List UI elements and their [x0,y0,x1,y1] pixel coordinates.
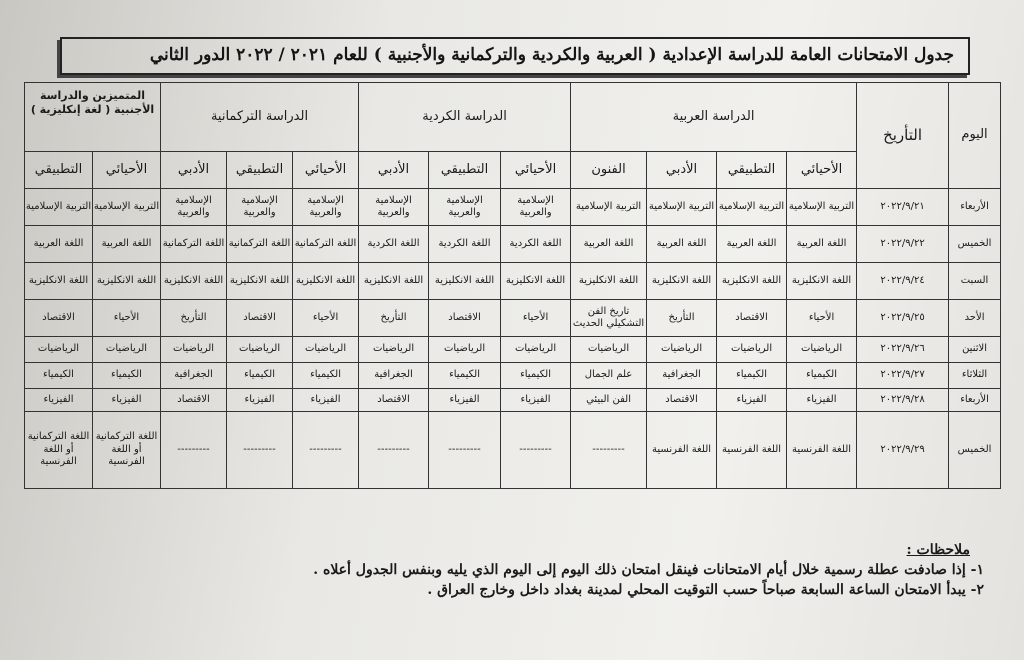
subject-cell: الكيمياء [717,363,787,389]
subject-cell: اللغة الانكليزية [293,263,359,300]
row-day: الاثنين [949,337,1001,363]
subject-cell: التربية الإسلامية [647,189,717,226]
subject-cell: الفيزياء [25,389,93,412]
subject-cell: اللغة العربية [787,226,857,263]
subject-cell: اللغة الانكليزية [647,263,717,300]
subject-cell: الرياضيات [787,337,857,363]
subject-cell: --------- [161,412,227,489]
subject-cell: الفن البيئي [571,389,647,412]
subject-cell: الاقتصاد [429,300,501,337]
subject-cell: الرياضيات [647,337,717,363]
table-row [25,389,1001,412]
header-branch: الأحيائي [293,152,359,189]
subject-cell: الأحياء [293,300,359,337]
subject-cell: الجغرافية [359,363,429,389]
subject-cell: التربية الإسلامية [25,189,93,226]
subject-cell: الإسلامية والعربية [359,189,429,226]
header-branch: التطبيقي [429,152,501,189]
subject-cell: الرياضيات [571,337,647,363]
subject-cell: اللغة الانكليزية [501,263,571,300]
subject-cell: الرياضيات [161,337,227,363]
subject-cell: الرياضيات [25,337,93,363]
subject-cell: --------- [429,412,501,489]
subject-cell: الرياضيات [501,337,571,363]
row-day: الخميس [949,226,1001,263]
note-item: ١- إذا صادفت عطلة رسمية خلال أيام الامتحانات فينقل امتحان ذلك اليوم إلى اليوم الذي يليه وبنفس الجدول أعلاه . [313,562,984,578]
subject-cell: الاقتصاد [227,300,293,337]
header-branch: التطبيقي [717,152,787,189]
subject-cell: اللغة العربية [571,226,647,263]
subject-cell: الاقتصاد [161,389,227,412]
subject-cell: الفيزياء [429,389,501,412]
subject-cell: --------- [571,412,647,489]
subject-cell: --------- [293,412,359,489]
subject-cell: الإسلامية والعربية [227,189,293,226]
subject-cell: اللغة الانكليزية [429,263,501,300]
header-branch: الفنون [571,152,647,189]
subject-cell: التأريخ [161,300,227,337]
table-row [25,226,1001,263]
table-row [25,363,1001,389]
row-date: ٢٠٢٢/٩/٢٥ [857,300,949,337]
subject-cell: اللغة العربية [647,226,717,263]
subject-cell: الاقتصاد [717,300,787,337]
subject-cell: الإسلامية والعربية [501,189,571,226]
header-branch: الأحيائي [93,152,161,189]
subject-cell: الفيزياء [717,389,787,412]
subject-cell: التربية الإسلامية [787,189,857,226]
row-date: ٢٠٢٢/٩/٢٢ [857,226,949,263]
header-row-groups [25,83,1001,152]
subject-cell: الكيمياء [293,363,359,389]
subject-cell: الإسلامية والعربية [293,189,359,226]
subject-cell: الرياضيات [93,337,161,363]
subject-cell: --------- [501,412,571,489]
header-group-arabic: الدراسة العربية [571,83,857,152]
subject-cell: التأريخ [647,300,717,337]
subject-cell: الإسلامية والعربية [161,189,227,226]
subject-cell: الأحياء [787,300,857,337]
subject-cell: اللغة الانكليزية [161,263,227,300]
subject-cell: الكيمياء [429,363,501,389]
header-group-kurdish: الدراسة الكردية [359,83,571,152]
row-date: ٢٠٢٢/٩/٢٩ [857,412,949,489]
subject-cell: اللغة التركمانية [161,226,227,263]
row-date: ٢٠٢٢/٩/٢٦ [857,337,949,363]
subject-cell: اللغة العربية [717,226,787,263]
exam-schedule-table [24,82,1001,489]
subject-cell: الأحياء [501,300,571,337]
row-day: الأربعاء [949,389,1001,412]
subject-cell: الجغرافية [161,363,227,389]
subject-cell: تاريخ الفن التشكيلي الحديث [571,300,647,337]
header-branch: الأدبي [359,152,429,189]
row-day: السبت [949,263,1001,300]
subject-cell: اللغة العربية [93,226,161,263]
subject-cell: الفيزياء [501,389,571,412]
subject-cell: --------- [359,412,429,489]
subject-cell: اللغة الانكليزية [787,263,857,300]
row-date: ٢٠٢٢/٩/٢٨ [857,389,949,412]
note-item: ٢- يبدأ الامتحان الساعة السابعة صباحاً حسب التوقيت المحلي لمدينة بغداد داخل وخارج العراق . [427,582,984,598]
header-branch: الأدبي [161,152,227,189]
subject-cell: الكيمياء [501,363,571,389]
exam-schedule-table-wrap [24,82,992,468]
subject-cell: اللغة الكردية [359,226,429,263]
subject-cell: اللغة العربية [25,226,93,263]
subject-cell: الكيمياء [227,363,293,389]
header-row-branches [25,152,1001,189]
row-date: ٢٠٢٢/٩/٢٤ [857,263,949,300]
subject-cell: اللغة الانكليزية [227,263,293,300]
notes-heading: ملاحظات : [906,542,970,558]
subject-cell: اللغة الكردية [501,226,571,263]
subject-cell: الاقتصاد [359,389,429,412]
subject-cell: الكيمياء [787,363,857,389]
table-row [25,189,1001,226]
subject-cell: الكيمياء [93,363,161,389]
subject-cell: الأحياء [93,300,161,337]
table-row [25,263,1001,300]
subject-cell: اللغة التركمانية أو اللغة الفرنسية [93,412,161,489]
header-branch: الأدبي [647,152,717,189]
subject-cell: اللغة الانكليزية [571,263,647,300]
subject-cell: التربية الإسلامية [571,189,647,226]
subject-cell: الاقتصاد [25,300,93,337]
row-date: ٢٠٢٢/٩/٢١ [857,189,949,226]
table-row [25,300,1001,337]
subject-cell: علم الجمال [571,363,647,389]
notes-section [300,542,990,598]
header-branch: التطبيقي [25,152,93,189]
subject-cell: الاقتصاد [647,389,717,412]
subject-cell: التأريخ [359,300,429,337]
subject-cell: الرياضيات [429,337,501,363]
subject-cell: الفيزياء [293,389,359,412]
header-date: التأريخ [857,83,949,189]
subject-cell: التربية الإسلامية [93,189,161,226]
row-day: الأحد [949,300,1001,337]
subject-cell: الرياضيات [359,337,429,363]
table-row [25,337,1001,363]
subject-cell: اللغة التركمانية [293,226,359,263]
subject-cell: الجغرافية [647,363,717,389]
subject-cell: --------- [227,412,293,489]
subject-cell: الرياضيات [717,337,787,363]
header-branch: الأحيائي [501,152,571,189]
subject-cell: اللغة الانكليزية [25,263,93,300]
subject-cell: اللغة الانكليزية [359,263,429,300]
subject-cell: اللغة الانكليزية [93,263,161,300]
table-row [25,412,1001,489]
row-day: الخميس [949,412,1001,489]
header-group-foreign: المتميزين والدراسة الأجنبية ( لغة إنكليزية ) [25,83,161,152]
subject-cell: الرياضيات [293,337,359,363]
header-day: اليوم [949,83,1001,189]
subject-cell: اللغة الفرنسية [717,412,787,489]
subject-cell: الرياضيات [227,337,293,363]
header-group-turkmen: الدراسة التركمانية [161,83,359,152]
subject-cell: اللغة الفرنسية [787,412,857,489]
document-title: جدول الامتحانات العامة للدراسة الإعدادية ( العربية والكردية والتركمانية والأجنبية ) للعام ٢٠٢١ / ٢٠٢٢ الدور الثاني [60,37,970,75]
subject-cell: الفيزياء [93,389,161,412]
header-branch: التطبيقي [227,152,293,189]
subject-cell: اللغة الفرنسية [647,412,717,489]
subject-cell: اللغة التركمانية [227,226,293,263]
row-day: الثلاثاء [949,363,1001,389]
subject-cell: الفيزياء [227,389,293,412]
subject-cell: اللغة الانكليزية [717,263,787,300]
subject-cell: اللغة التركمانية أو اللغة الفرنسية [25,412,93,489]
header-branch: الأحيائي [787,152,857,189]
subject-cell: اللغة الكردية [429,226,501,263]
subject-cell: التربية الإسلامية [717,189,787,226]
subject-cell: الكيمياء [25,363,93,389]
subject-cell: الفيزياء [787,389,857,412]
row-date: ٢٠٢٢/٩/٢٧ [857,363,949,389]
subject-cell: الإسلامية والعربية [429,189,501,226]
row-day: الأربعاء [949,189,1001,226]
